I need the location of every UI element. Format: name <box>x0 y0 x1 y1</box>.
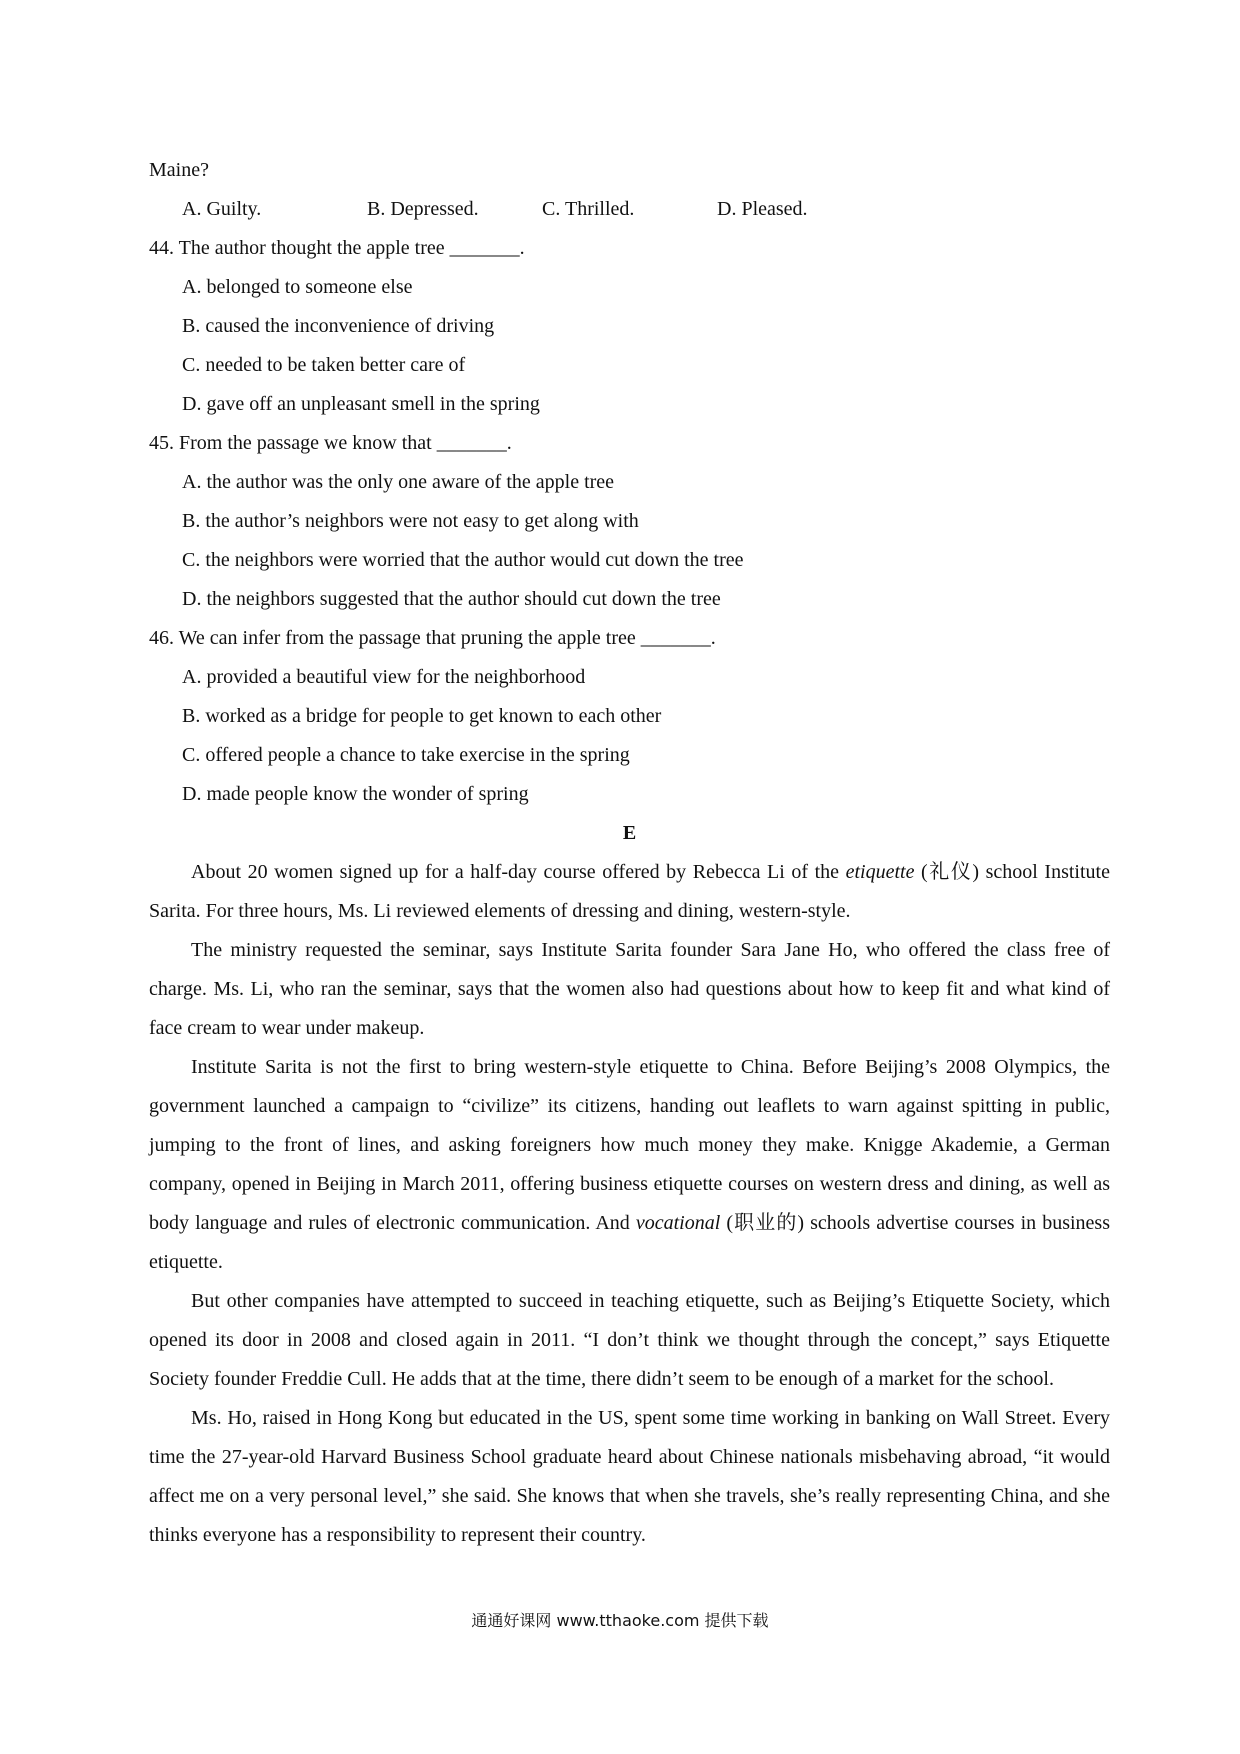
passage-paragraph-3 <box>149 1048 1110 1282</box>
page-content <box>149 151 1110 1555</box>
p3-term-vocational: vocational <box>635 1212 721 1234</box>
p1-term-etiquette: etiquette <box>845 861 915 883</box>
q44-option-c: C. needed to be taken better care of <box>182 354 466 376</box>
passage-paragraph-5: Ms. Ho, raised in Hong Kong but educated in the US, spent some time working in banking on Wall Street. Every time the 27-year-old Harvard Business School graduate heard about Chinese nationals misbehaving abroad, “it would affect me on a very personal level,” she said. She knows that when she travels, she’s really representing China, and she thinks everyone has a responsibility to represent their country. <box>149 1407 1110 1546</box>
q43-option-b: B. Depressed. <box>367 198 479 220</box>
q46-option-a: A. provided a beautiful view for the neighborhood <box>182 666 586 688</box>
section-e-title: E <box>622 822 637 844</box>
q46-option-b: B. worked as a bridge for people to get known to each other <box>182 705 662 727</box>
q45-option-d: D. the neighbors suggested that the author should cut down the tree <box>182 588 721 610</box>
passage-paragraph-2: The ministry requested the seminar, says Institute Sarita founder Sara Jane Ho, who offered the class free of charge. Ms. Li, who ran the seminar, says that the women also had questions about how to keep fit and what kind of face cream to wear under makeup. <box>149 939 1110 1039</box>
q46-option-d: D. made people know the wonder of spring <box>182 783 529 805</box>
q46-option-c: C. offered people a chance to take exercise in the spring <box>182 744 630 766</box>
q44-option-b: B. caused the inconvenience of driving <box>182 315 495 337</box>
q45-option-a: A. the author was the only one aware of the apple tree <box>182 471 615 493</box>
q45-stem: 45. From the passage we know that _______. <box>149 432 512 454</box>
q43-option-a: A. Guilty. <box>182 198 262 220</box>
q43-option-d: D. Pleased. <box>717 198 808 220</box>
q45-option-c: C. the neighbors were worried that the author would cut down the tree <box>182 549 744 571</box>
q43-option-c: C. Thrilled. <box>542 198 635 220</box>
q44-option-a: A. belonged to someone else <box>182 276 413 298</box>
q44-option-d: D. gave off an unpleasant smell in the spring <box>182 393 540 415</box>
p3-text-after: (职业的) schools advertise courses in business etiquette. <box>149 1212 1110 1273</box>
q44-stem: 44. The author thought the apple tree _______. <box>149 237 525 259</box>
p3-text-before: Institute Sarita is not the first to bring western-style etiquette to China. Before Beijing’s 2008 Olympics, the government launched a campaign to “civilize” its citizens, handing out leaflets to warn against spitting in public, jumping to the front of lines, and asking foreigners how much money they make. Knigge Akademie, a German company, opened in Beijing in March 2011, offering business etiquette courses on western dress and dining, as well as body language and rules of electronic communication. And <box>149 1056 1110 1234</box>
q43-stem-tail: Maine? <box>149 159 209 181</box>
q45-option-b: B. the author’s neighbors were not easy to get along with <box>182 510 639 532</box>
p1-text-after: (礼仪) school Institute Sarita. For three hours, Ms. Li reviewed elements of dressing and dining, western-style. <box>149 861 1110 922</box>
page-footer: 通通好课网 www.tthaoke.com 提供下载 <box>471 1611 769 1630</box>
p1-text-before: About 20 women signed up for a half-day course offered by Rebecca Li of the <box>191 861 846 883</box>
q43-options <box>149 190 1110 229</box>
q46-stem: 46. We can infer from the passage that pruning the apple tree _______. <box>149 627 716 649</box>
passage-paragraph-1 <box>149 853 1110 931</box>
passage-paragraph-4: But other companies have attempted to succeed in teaching etiquette, such as Beijing’s Etiquette Society, which opened its door in 2008 and closed again in 2011. “I don’t think we thought through the concept,” says Etiquette Society founder Freddie Cull. He adds that at the time, there didn’t seem to be enough of a market for the school. <box>149 1290 1110 1390</box>
